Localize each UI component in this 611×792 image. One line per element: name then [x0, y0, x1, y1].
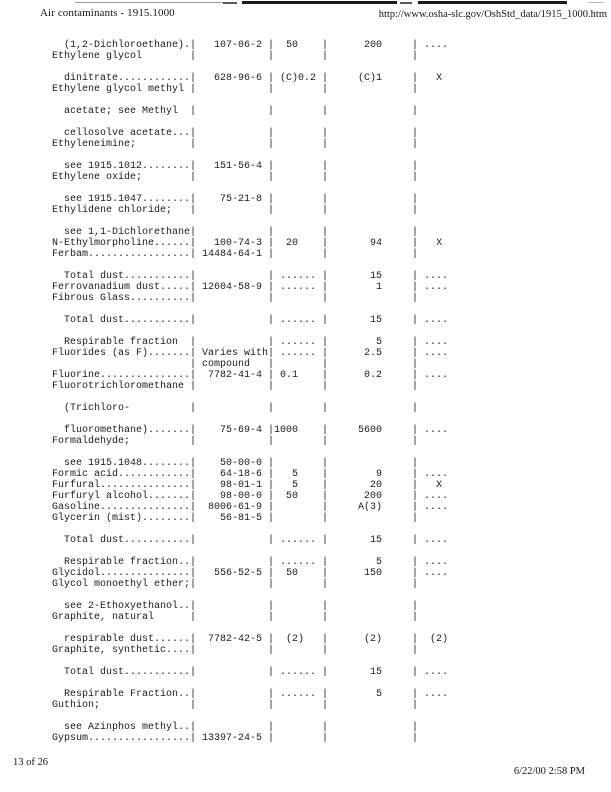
table-line: Ethyleneimine; | | | | — [52, 139, 419, 150]
table-line: Respirable Fraction..| | ...... | 5 | .... — [52, 689, 449, 700]
table-line — [52, 260, 448, 271]
table-line: Fluorides (as F).......| Varies with| ...... | 2.5 | .... — [52, 348, 449, 359]
table-line: Furfuryl alcohol.......| 98-00-0 | 50 | 200 | .... — [52, 491, 449, 502]
scan-artifact-line — [418, 1, 567, 4]
table-line: | compound | | | — [52, 359, 419, 370]
table-line — [52, 590, 448, 601]
scan-artifact-line — [75, 2, 235, 3]
table-line: Glycidol...............| 556-52-5 | 50 | 150 | .... — [52, 568, 449, 579]
table-line: acetate; see Methyl | | | | — [52, 106, 419, 117]
scan-artifact-line — [223, 2, 237, 4]
table-line — [52, 216, 448, 227]
table-line — [52, 447, 448, 458]
table-line: Fluorine...............| 7782-41-4 | 0.1 | 0.2 | .... — [52, 370, 449, 381]
table-line: Graphite, natural | | | | — [52, 612, 419, 623]
table-line — [52, 326, 448, 337]
footer-print-timestamp: 6/22/00 2:58 PM — [513, 766, 585, 777]
table-line: Total dust...........| | ...... | 15 | .... — [52, 315, 449, 326]
table-line: Formic acid............| 64-18-6 | 5 | 9 | .... — [52, 469, 449, 480]
table-line: Fibrous Glass..........| | | | — [52, 293, 419, 304]
table-line: Graphite, synthetic....| | | | — [52, 645, 419, 656]
table-line: Respirable fraction | | ...... | 5 | .... — [52, 337, 449, 348]
table-line: see 1915.1012........| 151-56-4 | | | — [52, 161, 419, 172]
table-line: Respirable fraction..| | ...... | 5 | .... — [52, 557, 449, 568]
table-line: fluoromethane).......| 75-69-4 |1000 | 5600 | .... — [52, 425, 449, 436]
table-line: respirable dust......| 7782-42-5 | (2) | (2) | (2) — [52, 634, 449, 645]
table-line — [52, 183, 448, 194]
table-line — [52, 95, 448, 106]
table-line: see Azinphos methyl..| | | | — [52, 722, 419, 733]
table-line: Ethylene glycol | | | | — [52, 51, 419, 62]
table-line: Ferbam.................| 14484-64-1 | | | — [52, 249, 419, 260]
table-line: Total dust...........| | ...... | 15 | .... — [52, 667, 449, 678]
table-line — [52, 546, 448, 557]
table-line — [52, 623, 448, 634]
table-line: Fluorotrichloromethane | | | | — [52, 381, 419, 392]
table-line: Total dust...........| | ...... | 15 | .... — [52, 271, 449, 282]
table-line — [52, 62, 448, 73]
header-source-url: http://www.osha-slc.gov/OshStd_data/1915_1000.htm — [378, 9, 607, 20]
table-line — [52, 656, 448, 667]
table-line — [52, 678, 448, 689]
table-line: Furfural...............| 98-01-1 | 5 | 20 | X — [52, 480, 443, 491]
air-contaminants-table — [52, 40, 448, 744]
table-line — [52, 117, 448, 128]
table-line: Gypsum.................| 13397-24-5 | | | — [52, 733, 419, 744]
table-line: Glycol monoethyl ether;| | | | — [52, 579, 419, 590]
table-line: see 1915.1048........| 50-00-0 | | | — [52, 458, 419, 469]
table-line: Formaldehyde; | | | | — [52, 436, 419, 447]
table-line: see 2-Ethoxyethanol..| | | | — [52, 601, 419, 612]
header-document-title: Air contaminants - 1915.1000 — [40, 7, 175, 19]
table-line: see 1915.1047........| 75-21-8 | | | — [52, 194, 419, 205]
table-line — [52, 524, 448, 535]
scan-artifact-line — [400, 2, 412, 4]
footer-page-indicator: 13 of 26 — [13, 757, 48, 768]
table-line: Total dust...........| | ...... | 15 | .... — [52, 535, 449, 546]
scan-artifact-line — [242, 1, 397, 4]
table-line: Guthion; | | | | — [52, 700, 419, 711]
table-line: (Trichloro- | | | | — [52, 403, 419, 414]
table-line — [52, 711, 448, 722]
table-line — [52, 392, 448, 403]
table-line: Ethylene glycol methyl | | | | — [52, 84, 419, 95]
table-line: cellosolve acetate...| | | | — [52, 128, 419, 139]
table-line — [52, 414, 448, 425]
table-line: Ethylene oxide; | | | | — [52, 172, 419, 183]
table-line: N-Ethylmorpholine......| 100-74-3 | 20 | 94 | X — [52, 238, 443, 249]
table-line: (1,2-Dichloroethane).| 107-06-2 | 50 | 200 | .... — [52, 40, 449, 51]
table-line: dinitrate............| 628-96-6 | (C)0.2 | (C)1 | X — [52, 73, 443, 84]
table-line — [52, 150, 448, 161]
scan-artifact-line — [588, 2, 604, 3]
table-line — [52, 304, 448, 315]
table-line: Ethylidene chloride; | | | | — [52, 205, 419, 216]
table-line: Gasoline...............| 8006-61-9 | | A(3) | .... — [52, 502, 449, 513]
table-line: Ferrovanadium dust.....| 12604-58-9 | ...... | 1 | .... — [52, 282, 449, 293]
table-line: Glycerin (mist)........| 56-81-5 | | | — [52, 513, 419, 524]
table-line: see 1,1-Dichlorethane| | | | — [52, 227, 419, 238]
